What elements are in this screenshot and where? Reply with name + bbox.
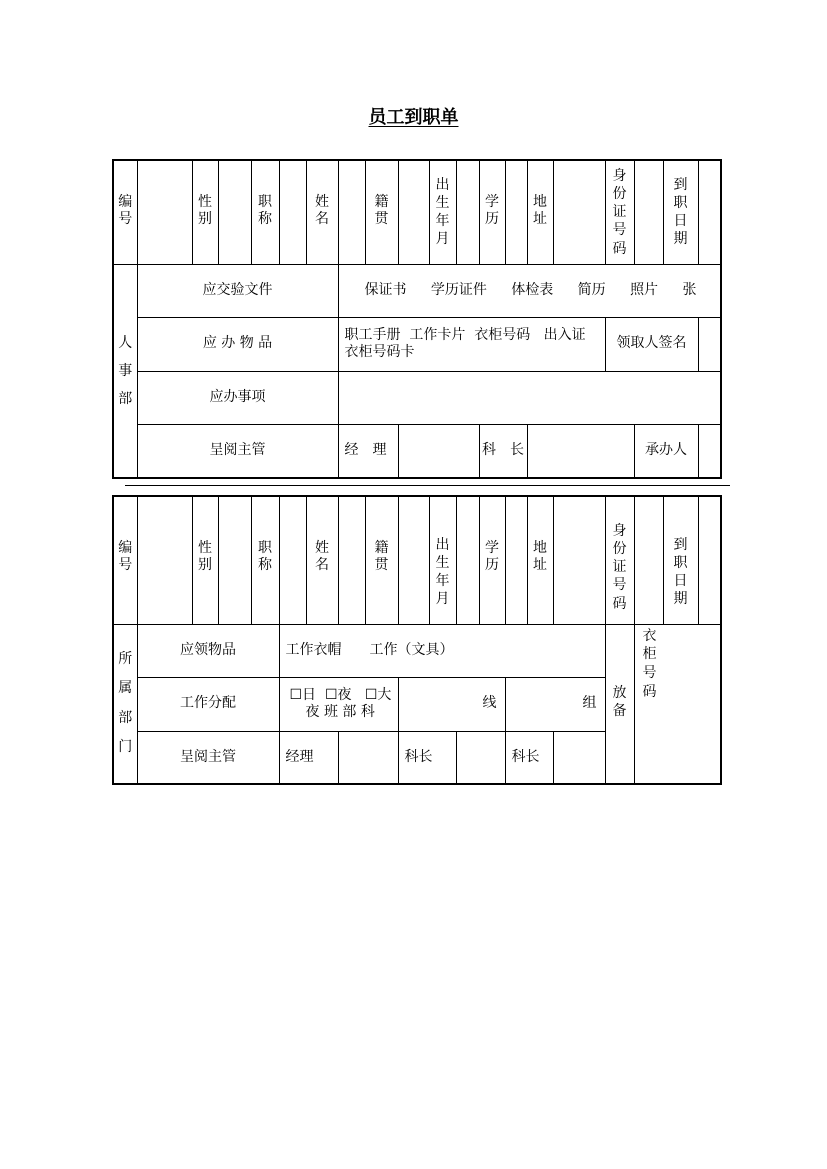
id-card-header-2: 身 份 证 号 码: [605, 496, 634, 624]
job-title-header: 职 称: [251, 160, 279, 264]
manager-label: 经 理: [338, 424, 398, 478]
dept-chief-value-1[interactable]: [456, 731, 505, 784]
origin-header: 籍 贯: [365, 160, 398, 264]
education-header-2: 学 历: [479, 496, 505, 624]
dept-items-label: 应领物品: [137, 624, 279, 677]
id-card-value-2[interactable]: [634, 496, 663, 624]
shift-line-1[interactable]: ☐日 ☐夜 ☐大: [289, 686, 392, 703]
doc-medical: 体检表: [511, 281, 554, 298]
hr-form-table: [112, 159, 722, 479]
doc-diploma: 学历证件: [430, 281, 487, 298]
docs-label: 应交验文件: [137, 264, 338, 317]
page-title: 员工到职单: [368, 107, 459, 128]
review-label: 呈阅主管: [137, 424, 338, 478]
docs-list: [338, 264, 721, 317]
dept-manager-value[interactable]: [338, 731, 398, 784]
education-value-2[interactable]: [505, 496, 527, 624]
items-list: [338, 317, 605, 371]
locker-label-2: 柜: [642, 646, 657, 663]
gender-header-2: 性 别: [192, 496, 218, 624]
origin-value-2[interactable]: [398, 496, 429, 624]
dept-chief-value-2[interactable]: [553, 731, 605, 784]
job-title-header-2: 职 称: [251, 496, 279, 624]
dept-manager-label: 经理: [279, 731, 338, 784]
birth-value-2[interactable]: [456, 496, 479, 624]
start-date-header: 到 职 日 期: [663, 160, 698, 264]
items-line-2: 衣柜号码卡: [344, 344, 415, 360]
name-value[interactable]: [338, 160, 365, 264]
id-value[interactable]: [137, 160, 192, 264]
job-title-value-2[interactable]: [279, 496, 306, 624]
matters-label: 应办事项: [137, 371, 338, 424]
line-label: 线: [398, 677, 505, 731]
doc-photo: 照片: [630, 281, 659, 298]
shift-options[interactable]: [279, 677, 398, 731]
doc-resume: 简历: [577, 281, 606, 298]
name-header-2: 姓 名: [306, 496, 338, 624]
items-label: 应 办 物 品: [137, 317, 338, 371]
address-value[interactable]: [553, 160, 605, 264]
dept-form-table: [112, 495, 722, 785]
locker-label-1: 衣: [642, 627, 657, 644]
dept-label: 所 属 部 门: [113, 624, 137, 784]
receiver-label: 领取人签名: [605, 317, 698, 371]
handler-label: 承办人: [634, 424, 698, 478]
manager-value[interactable]: [398, 424, 479, 478]
job-title-value[interactable]: [279, 160, 306, 264]
education-header: 学 历: [479, 160, 505, 264]
remark-label: 放 备: [605, 624, 634, 784]
section-divider: [125, 485, 730, 486]
id-card-value[interactable]: [634, 160, 663, 264]
birth-value[interactable]: [456, 160, 479, 264]
handler-value[interactable]: [698, 424, 721, 478]
id-header-2: 编 号: [113, 496, 137, 624]
section-chief-label: 科 长: [479, 424, 527, 478]
address-header-2: 地 址: [527, 496, 553, 624]
origin-value[interactable]: [398, 160, 429, 264]
dept-review-label: 呈阅主管: [137, 731, 279, 784]
gender-value-2[interactable]: [218, 496, 251, 624]
shift-line-2: 夜 班 部 科: [305, 704, 375, 720]
receiver-signature[interactable]: [698, 317, 721, 371]
doc-photo-count: 张: [682, 281, 697, 298]
items-line-1: 职工手册 工作卡片 衣柜号码 出入证: [344, 326, 586, 343]
start-date-header-2: 到 职 日 期: [663, 496, 698, 624]
gender-header: 性 别: [192, 160, 218, 264]
assign-label: 工作分配: [137, 677, 279, 731]
education-value[interactable]: [505, 160, 527, 264]
locker-cell: [634, 624, 721, 784]
address-header: 地 址: [527, 160, 553, 264]
birth-header-2: 出 生 年 月: [429, 496, 456, 624]
section-chief-value[interactable]: [527, 424, 634, 478]
group-label: 组: [505, 677, 605, 731]
id-header: 编 号: [113, 160, 137, 264]
origin-header-2: 籍 贯: [365, 496, 398, 624]
matters-value[interactable]: [338, 371, 721, 424]
address-value-2[interactable]: [553, 496, 605, 624]
dept-chief-label-2: 科长: [505, 731, 553, 784]
birth-header: 出 生 年 月: [429, 160, 456, 264]
hr-dept-label: 人 事 部: [113, 264, 137, 478]
dept-chief-label-1: 科长: [398, 731, 456, 784]
name-value-2[interactable]: [338, 496, 365, 624]
start-date-value[interactable]: [698, 160, 721, 264]
name-header: 姓 名: [306, 160, 338, 264]
dept-items-value: 工作衣帽 工作（文具）: [279, 624, 605, 677]
locker-label-3: 号: [642, 665, 657, 682]
id-value-2[interactable]: [137, 496, 192, 624]
doc-guarantee: 保证书: [364, 281, 407, 298]
start-date-value-2[interactable]: [698, 496, 721, 624]
gender-value[interactable]: [218, 160, 251, 264]
id-card-header: 身 份 证 号 码: [605, 160, 634, 264]
locker-label-4: 码: [642, 684, 657, 701]
